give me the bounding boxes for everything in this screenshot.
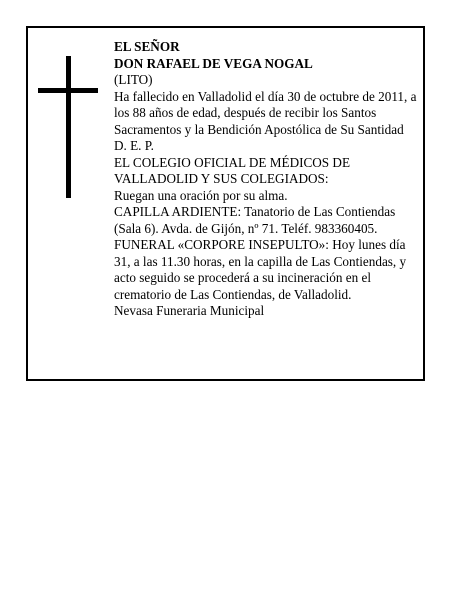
obituary-notice — [26, 26, 425, 381]
announcement-text: Ha fallecido en Valladolid el día 30 de octubre de 2011, a los 88 años de edad, después de recibir los Santos Sacramentos y la Bendición Apostólica de Su Santidad — [114, 88, 417, 137]
nickname: (LITO) — [114, 72, 153, 87]
dep-text: D. E. P. — [114, 138, 154, 153]
notice-text — [114, 39, 420, 320]
prayer-text: Ruegan una oración por su alma. — [114, 187, 288, 203]
funeral-home: Nevasa Funeraria Municipal — [114, 303, 265, 318]
cross-vertical-bar — [66, 56, 71, 198]
notice-title-line-1: EL SEÑOR — [114, 39, 180, 54]
deceased-name: DON RAFAEL DE VEGA NOGAL — [114, 55, 313, 71]
cross-horizontal-bar — [38, 88, 98, 93]
organization-text: EL COLEGIO OFICIAL DE MÉDICOS DE VALLADOLID Y SUS COLEGIADOS: — [114, 154, 351, 186]
funeral-info: FUNERAL «CORPORE INSEPULTO»: Hoy lunes día 31, a las 11.30 horas, en la capilla de Las Contiendas, y acto seguido se procederá a su incineración en el crematorio de Las Contiendas, de Valladolid. — [114, 237, 407, 302]
cross-icon — [38, 56, 98, 198]
chapel-info: CAPILLA ARDIENTE: Tanatorio de Las Contiendas (Sala 6). Avda. de Gijón, nº 71. Teléf. 983360405. — [114, 204, 396, 236]
